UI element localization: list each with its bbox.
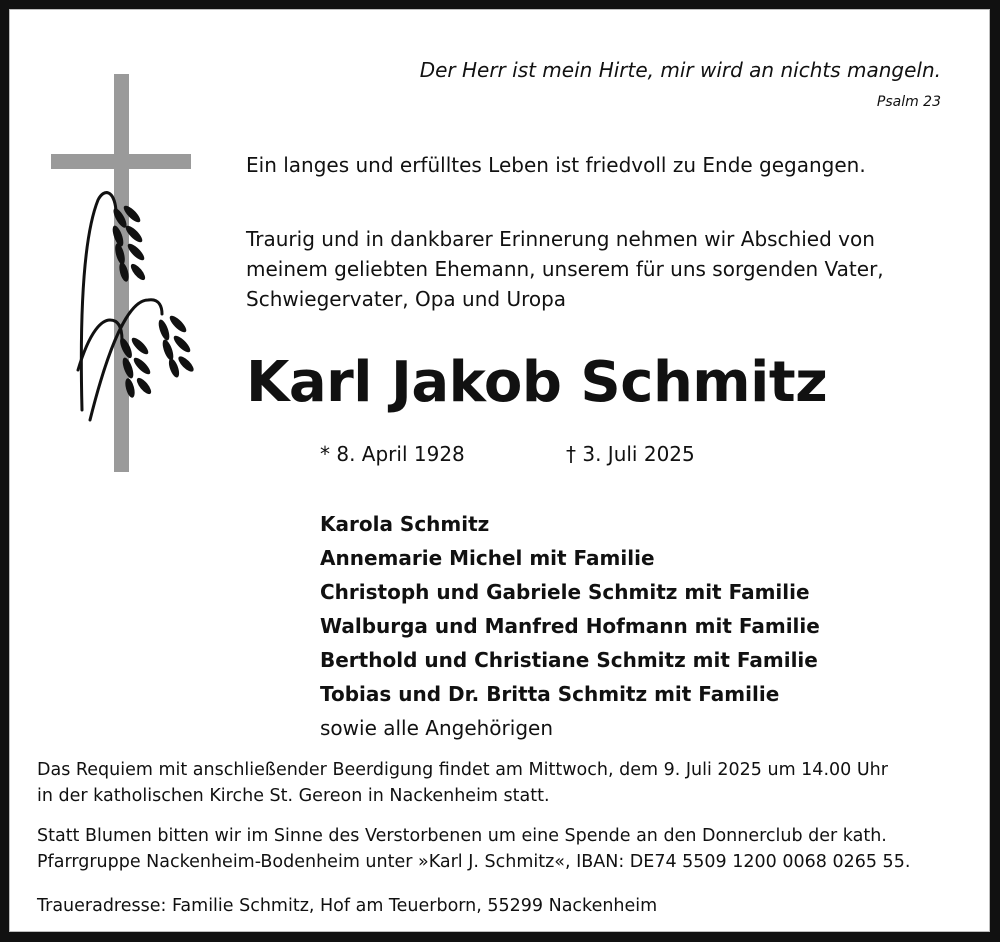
mourning-address: Traueradresse: Familie Schmitz, Hof am Teuerborn, 55299 Nackenheim (37, 896, 658, 916)
intro-text: Ein langes und erfülltes Leben ist friedvoll zu Ende gegangen. (246, 153, 866, 177)
obituary-card (9, 9, 990, 932)
requiem-line: in der katholischen Kirche St. Gereon in Nackenheim statt. (37, 786, 550, 806)
requiem-info (37, 757, 977, 809)
deceased-name: Karl Jakob Schmitz (246, 350, 828, 415)
mourner-name: Annemarie Michel mit Familie (320, 546, 655, 570)
cross-icon-crossbar (51, 154, 191, 169)
mourner-name: Walburga und Manfred Hofmann mit Familie (320, 614, 820, 638)
death-date: † 3. Juli 2025 (566, 442, 695, 466)
requiem-line: Das Requiem mit anschließender Beerdigung findet am Mittwoch, dem 9. Juli 2025 um 14.00 Uhr (37, 760, 888, 780)
mourner-name: Tobias und Dr. Britta Schmitz mit Familie (320, 682, 780, 706)
mourner-name: Karola Schmitz (320, 512, 490, 536)
mourners-list (320, 507, 820, 745)
mourner-name: Berthold und Christiane Schmitz mit Familie (320, 648, 818, 672)
mourners-closing: sowie alle Angehörigen (320, 716, 553, 740)
farewell-text (246, 224, 886, 314)
donation-line: Statt Blumen bitten wir im Sinne des Verstorbenen um eine Spende an den Donnerclub der kath. (37, 826, 887, 846)
motto-source: Psalm 23 (876, 94, 941, 110)
farewell-line: Schwiegervater, Opa und Uropa (246, 287, 567, 311)
wheat-icon (70, 180, 210, 430)
birth-date: * 8. April 1928 (320, 442, 465, 466)
mourner-name: Christoph und Gabriele Schmitz mit Familie (320, 580, 810, 604)
motto-quote: Der Herr ist mein Hirte, mir wird an nichts mangeln. (419, 58, 941, 82)
donation-line: Pfarrgruppe Nackenheim-Bodenheim unter »Karl J. Schmitz«, IBAN: DE74 5509 1200 0068 0265 55. (37, 852, 911, 872)
farewell-line: Traurig und in dankbarer Erinnerung nehmen wir Abschied von (246, 227, 875, 251)
farewell-line: meinem geliebten Ehemann, unserem für uns sorgenden Vater, (246, 257, 884, 281)
donation-info (37, 823, 977, 875)
